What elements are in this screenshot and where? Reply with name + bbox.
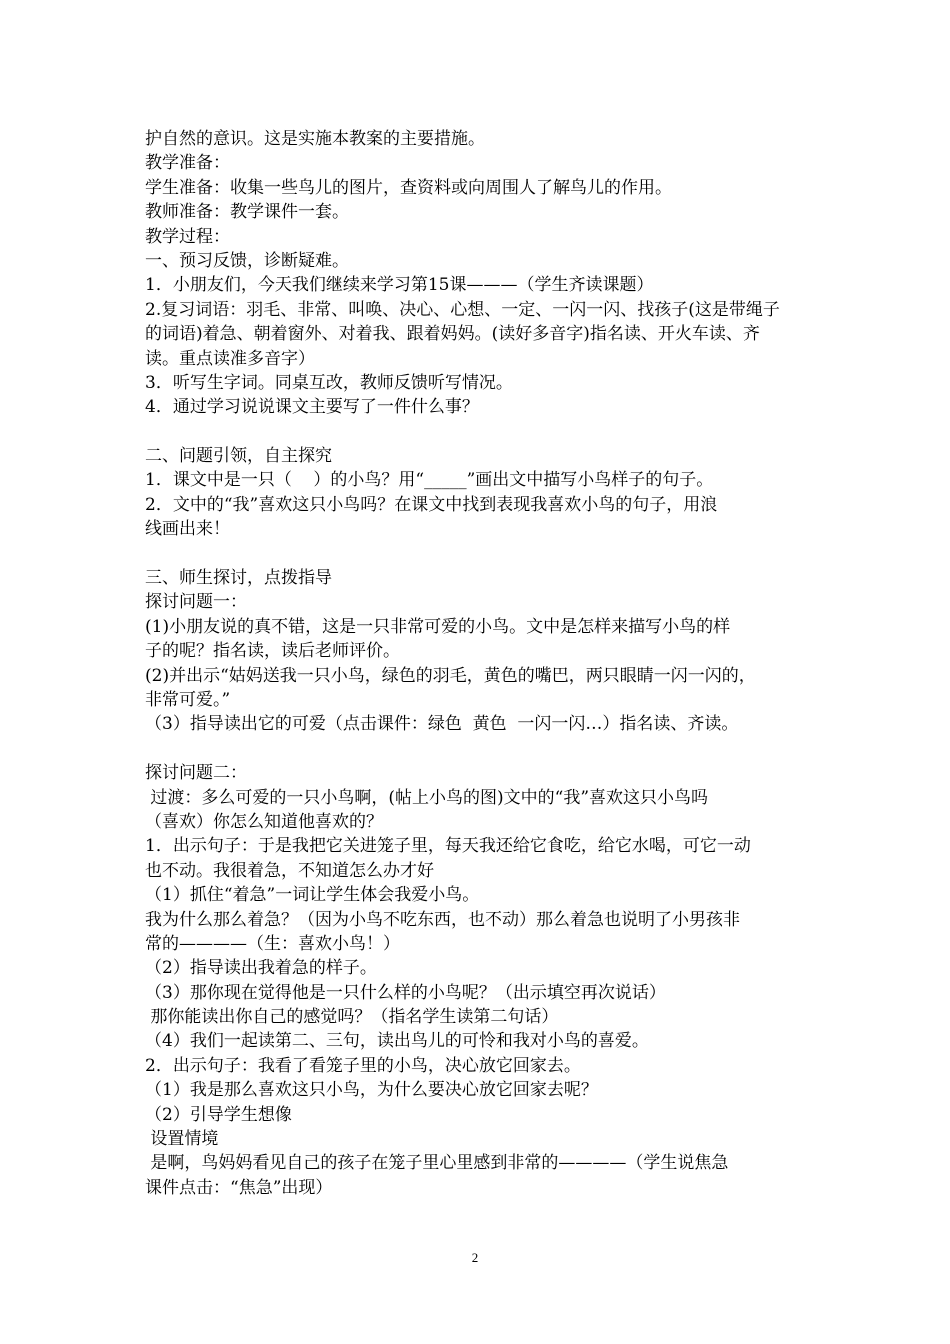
text-line: （2）引导学生想像 (145, 1104, 292, 1125)
blank-line (145, 542, 815, 566)
text-line: 的词语)着急、朝着窗外、对着我、跟着妈妈。(读好多音字)指名读、开火车读、齐 (145, 324, 760, 345)
text-line: 过渡：多么可爱的一只小鸟啊，(帖上小鸟的图)文中的“我”喜欢这只小鸟吗 (145, 787, 709, 808)
text-line: 设置情境 (145, 1129, 219, 1150)
text-line: 一、预习反馈，诊断疑难。 (145, 250, 349, 271)
text-line: 那你能读出你自己的感觉吗？（指名学生读第二句话） (145, 1007, 559, 1028)
text-line: （3）指导读出它的可爱（点击课件：绿色 黄色 一闪一闪…）指名读、齐读。 (145, 714, 739, 735)
text-line: 1．课文中是一只（ ）的小鸟？用“_____”画出文中描写小鸟样子的句子。 (145, 470, 714, 491)
text-line: (1)小朋友说的真不错，这是一只非常可爱的小鸟。文中是怎样来描写小鸟的样 (145, 616, 731, 637)
text-line: （4）我们一起读第二、三句，读出鸟儿的可怜和我对小鸟的喜爱。 (145, 1031, 649, 1052)
text-line: 2.复习词语：羽毛、非常、叫唤、决心、心想、一定、一闪一闪、找孩子(这是带绳子 (145, 299, 780, 320)
text-line: 三、师生探讨，点拨指导 (145, 568, 332, 589)
text-line: （1）我是那么喜欢这只小鸟，为什么要决心放它回家去呢？ (145, 1080, 598, 1101)
text-line: （1）抓住“着急”一词让学生体会我爱小鸟。 (145, 885, 480, 906)
text-line: 教师准备：教学课件一套。 (145, 202, 349, 223)
text-line: （喜欢）你怎么知道他喜欢的？ (145, 811, 383, 832)
text-line: 2．出示句子：我看了看笼子里的小鸟，决心放它回家去。 (145, 1055, 581, 1076)
text-line: 学生准备：收集一些鸟儿的图片，查资料或向周围人了解鸟儿的作用。 (145, 177, 672, 198)
text-line: 线画出来！ (145, 519, 230, 540)
text-line: 教学准备： (145, 153, 230, 174)
text-line: 1．小朋友们，今天我们继续来学习第15课———（学生齐读课题） (145, 275, 654, 296)
text-line: 探讨问题一： (145, 592, 247, 613)
text-line: 教学过程： (145, 226, 230, 247)
text-line: 也不动。我很着急，不知道怎么办才好 (145, 860, 434, 881)
text-line: 是啊，鸟妈妈看见自己的孩子在笼子里心里感到非常的————（学生说焦急 (145, 1153, 729, 1174)
text-line: 4．通过学习说说课文主要写了一件什么事？ (145, 397, 479, 418)
text-line: （2）指导读出我着急的样子。 (145, 958, 377, 979)
text-line: 1．出示句子：于是我把它关进笼子里，每天我还给它食吃，给它水喝，可它一动 (145, 836, 751, 857)
document-body (145, 127, 815, 1200)
blank-line (145, 420, 815, 444)
text-line: 3．听写生字词。同桌互改，教师反馈听写情况。 (145, 372, 513, 393)
text-line: (2)并出示“姑妈送我一只小鸟，绿色的羽毛，黄色的嘴巴，两只眼睛一闪一闪的， (145, 665, 756, 686)
blank-line (145, 737, 815, 761)
text-line: 二、问题引领，自主探究 (145, 446, 332, 467)
text-line: 子的呢？指名读，读后老师评价。 (145, 641, 400, 662)
text-line: 护自然的意识。这是实施本教案的主要措施。 (145, 129, 485, 149)
text-line: 我为什么那么着急？（因为小鸟不吃东西，也不动）那么着急也说明了小男孩非 (145, 909, 740, 930)
text-line: 常的————（生：喜欢小鸟！） (145, 933, 400, 954)
text-line: 读。重点读准多音字） (145, 348, 315, 369)
text-line: 课件点击：“焦急”出现） (145, 1177, 333, 1198)
text-line: 探讨问题二： (145, 763, 247, 784)
text-line: 非常可爱。” (145, 689, 231, 710)
page-number: 2 (471, 1250, 479, 1265)
text-line: （3）那你现在觉得他是一只什么样的小鸟呢？（出示填空再次说话） (145, 982, 666, 1003)
text-line: 2．文中的“我”喜欢这只小鸟吗？在课文中找到表现我喜欢小鸟的句子，用浪 (145, 494, 718, 515)
